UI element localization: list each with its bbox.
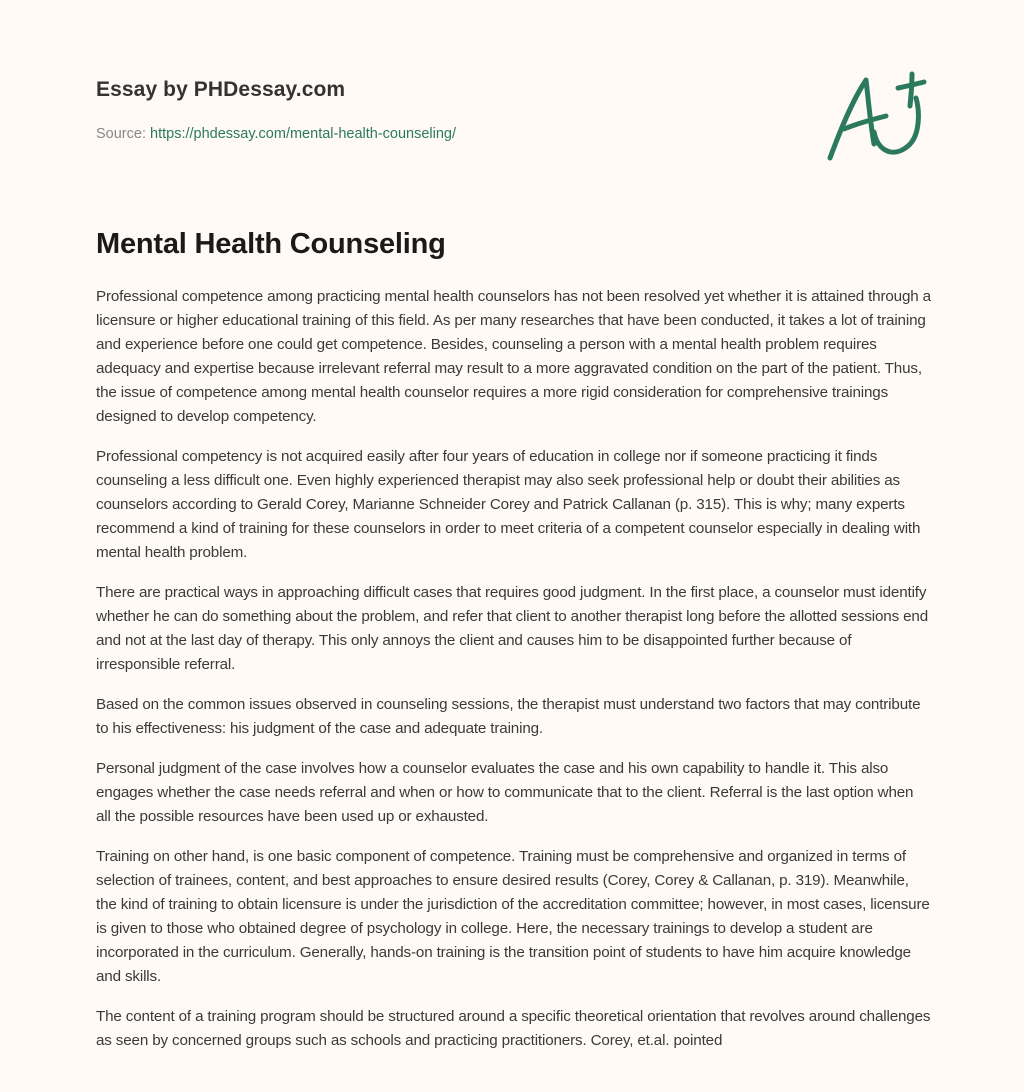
essay-paragraph: Professional competence among practicing mental health counselors has not been resolved yet whether it is attained through a licensure or higher educational training of this field. As per many researches that have been conducted, it takes a lot of training and experience before one could get competence. Besides, counseling a person with a mental health problem requires adequacy and expertise because irrelevant referral may result to a more aggravated condition on the part of the patient. Thus, the issue of competence among mental health counselor requires a more rigid consideration for comprehensive trainings designed to develop competency.	[96, 288, 931, 425]
essay-paragraph: Professional competency is not acquired easily after four years of education in college nor if someone practicing it finds counseling a less difficult one. Even highly experienced therapist may also seek professional help or doubt their abilities as counselors according to Gerald Corey, Marianne Schneider Corey and Patrick Callanan (p. 315). This is why; many experts recommend a kind of training for these counselors in order to meet criteria of a competent counselor especially in dealing with mental health problem.	[96, 448, 921, 561]
site-title: Essay by PHDessay.com	[96, 78, 346, 101]
essay-paragraph: Training on other hand, is one basic component of competence. Training must be comprehensive and organized in terms of selection of trainees, content, and best approaches to ensure desired results (Corey, Corey & Callanan, p. 319). Meanwhile, the kind of training to obtain licensure is under the jurisdiction of the accreditation committee; however, in most cases, licensure is given to those who obtained degree of psychology in college. Here, the necessary trainings to develop a student are incorporated in the curriculum. Generally, hands-on training is the transition point of students to have him acquire knowledge and skills.	[96, 848, 930, 985]
essay-body	[96, 285, 932, 1069]
a-plus-grade-icon	[822, 66, 932, 166]
essay-paragraph: Based on the common issues observed in counseling sessions, the therapist must understand two factors that may contribute to his effectiveness: his judgment of the case and adequate training.	[96, 696, 921, 737]
page-header	[96, 72, 928, 142]
source-link[interactable]: https://phdessay.com/mental-health-counseling/	[150, 126, 457, 142]
source-line	[96, 124, 456, 144]
essay-paragraph: The content of a training program should be structured around a specific theoretical orientation that revolves around challenges as seen by concerned groups such as schools and practicing practitioners. Corey, et.al. pointed	[96, 1008, 931, 1049]
essay-paragraph: Personal judgment of the case involves how a counselor evaluates the case and his own capability to handle it. This also engages whether the case needs referral and when or how to communicate that to the client. Referral is the last option when all the possible resources have been used up or exhausted.	[96, 760, 914, 825]
essay-title: Mental Health Counseling	[96, 228, 446, 260]
essay-paragraph: There are practical ways in approaching difficult cases that requires good judgment. In the first place, a counselor must identify whether he can do something about the problem, and refer that client to another therapist long before the allotted sessions end and not at the last day of therapy. This only annoys the client and causes him to be disappointed further because of irresponsible referral.	[96, 584, 928, 673]
source-label: Source:	[96, 126, 146, 142]
